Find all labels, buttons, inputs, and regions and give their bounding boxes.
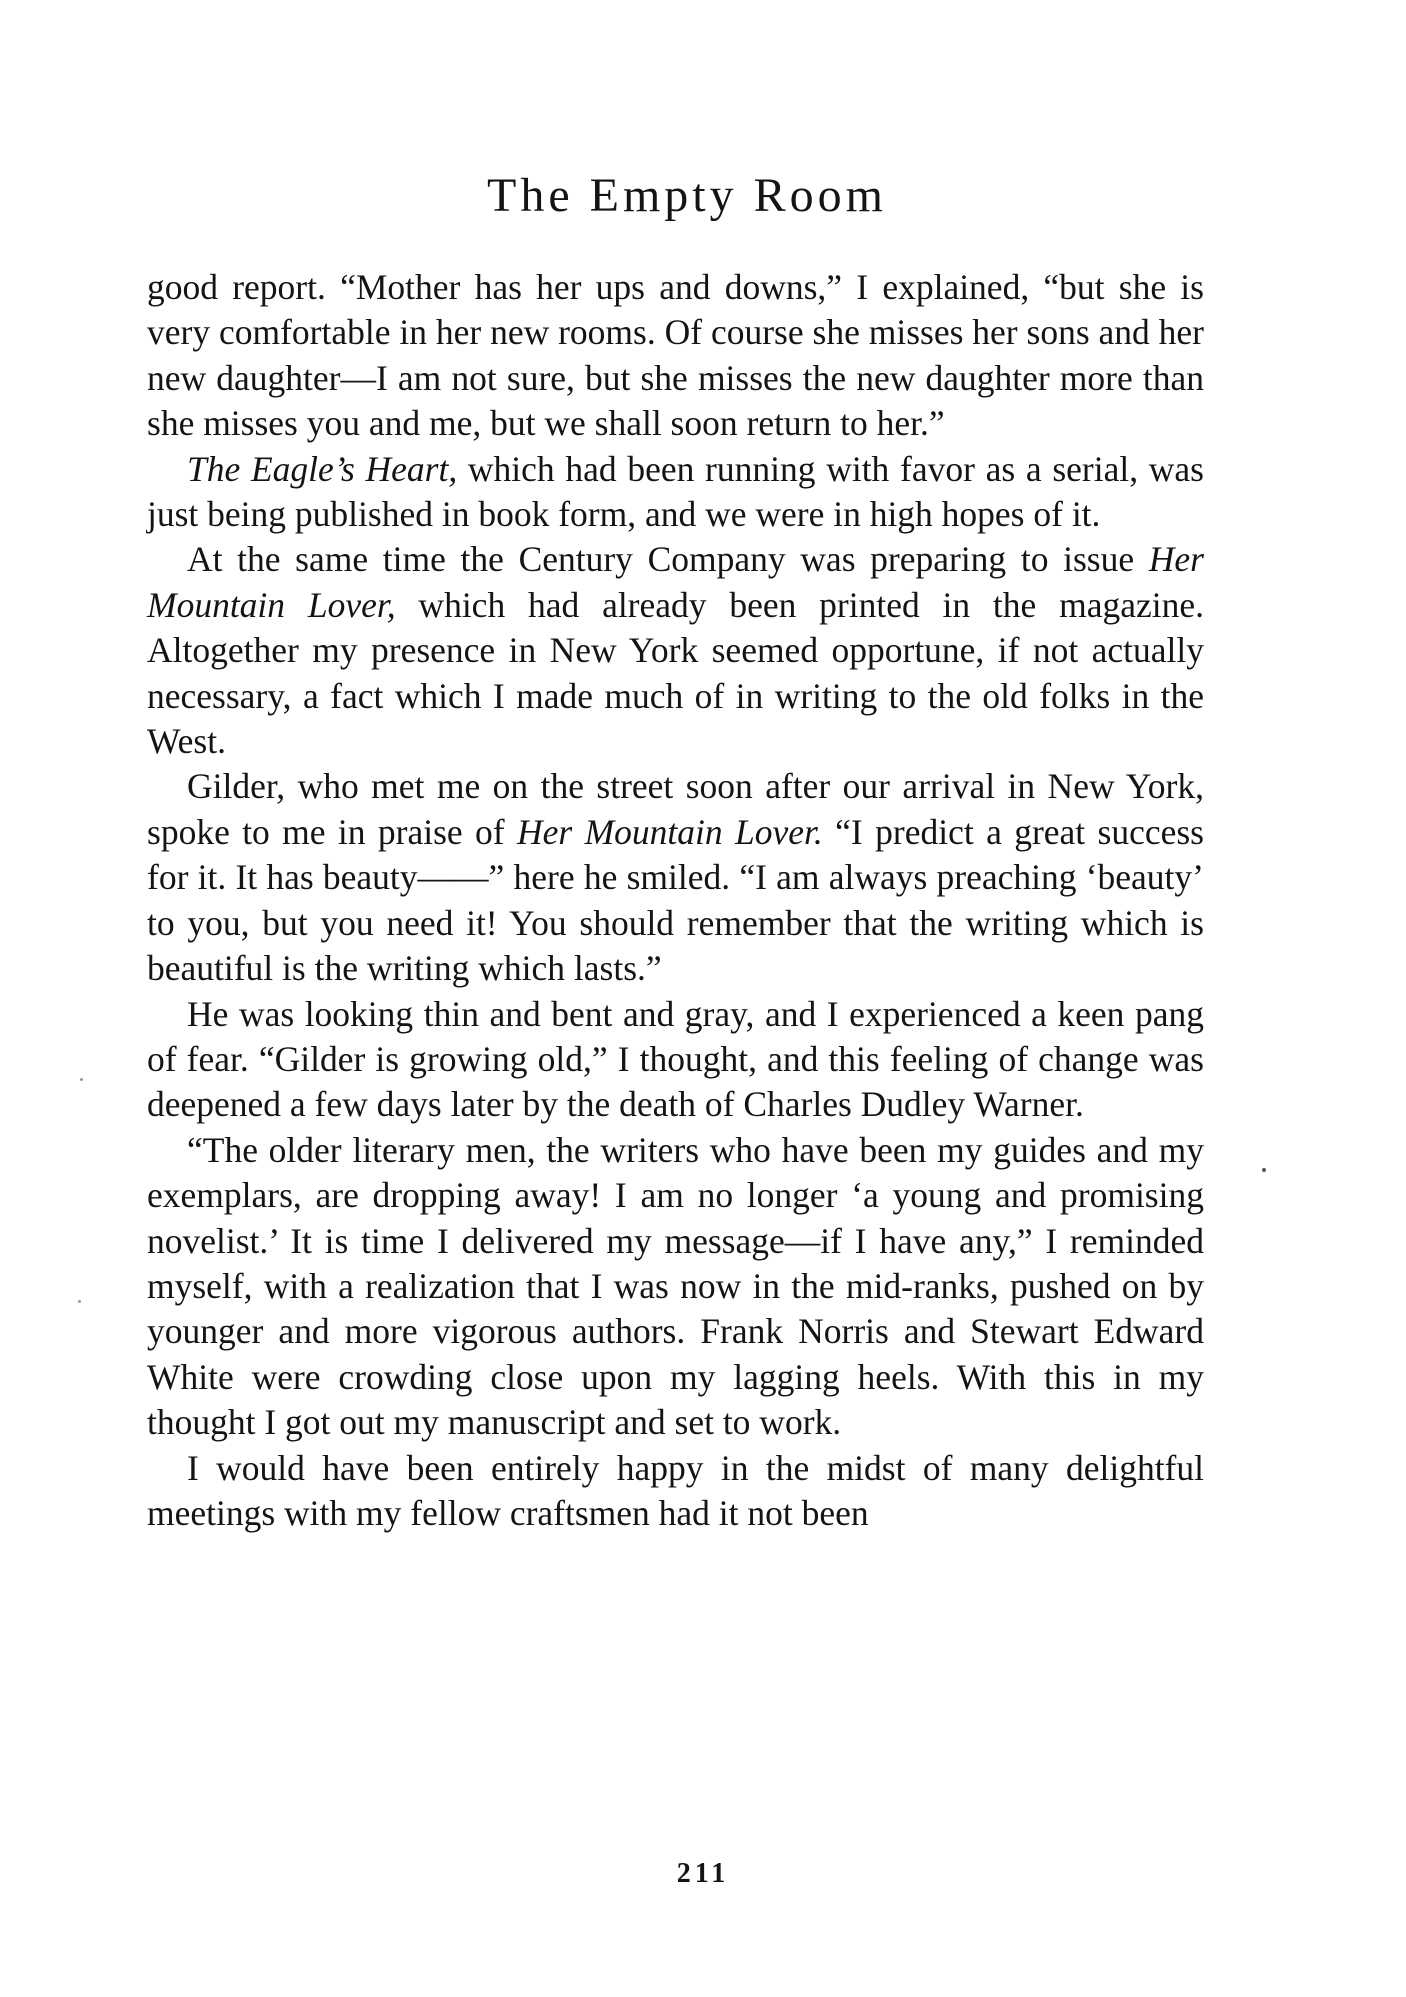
- text-run: good report. “Mother has her ups and downs,” I explained, “but she is very comfortable in her new rooms. Of course she misses her sons and her new daughter—I am not sure, but she misses the new daughter more than she misses you and me, but we shall soon return to her.”: [147, 267, 1204, 444]
- book-title: Her Mountain Lover,: [147, 539, 1204, 625]
- page-number: 211: [676, 1858, 730, 1889]
- text-run: “The older literary men, the writers who have been my guides and my exemplars, are dropping away! I am no longer ‘a young and promising novelist.’ It is time I delivered my message—if I have any,” I reminded myself, with a realization that I was now in the mid-ranks, pushed on by younger and more vigorous authors. Frank Norris and Stewart Edward White were crowding close upon my lagging heels. With this in my thought I got out my manuscript and set to work.: [147, 1129, 1204, 1443]
- paragraph: [147, 1446, 1204, 1537]
- book-title: Her Mountain Lover.: [517, 811, 823, 852]
- running-head: The Empty Room: [487, 169, 887, 222]
- paper-speck: [1262, 1168, 1266, 1172]
- text-run: “I predict a great success for it. It has beauty——” here he smiled. “I am always preaching ‘beauty’ to you, but you need it! You should remember that the writing which is beautiful is the writing which lasts.”: [147, 811, 1204, 989]
- book-title: The Eagle’s Heart,: [187, 448, 458, 489]
- paragraph: [147, 992, 1204, 1128]
- text-run: I would have been entirely happy in the midst of many delightful meetings with my fellow craftsmen had it not been: [147, 1447, 1204, 1533]
- paper-speck: [78, 1300, 81, 1303]
- body-text: [147, 265, 1204, 1536]
- paragraph: [147, 764, 1204, 991]
- paper-speck: [80, 1078, 83, 1081]
- text-run: which had already been printed in the magazine. Altogether my presence in New York seemed opportune, if not actually necessary, a fact which I made much of in writing to the old folks in the West.: [147, 584, 1204, 762]
- text-run: which had been running with favor as a serial, was just being published in book form, and we were in high hopes of it.: [147, 448, 1204, 535]
- paragraph: [147, 447, 1204, 538]
- paragraph: [147, 537, 1204, 764]
- text-run: Gilder, who met me on the street soon after our arrival in New York, spoke to me in praise of: [147, 766, 1204, 852]
- paragraph: [147, 1128, 1204, 1446]
- text-run: He was looking thin and bent and gray, and I experienced a keen pang of fear. “Gilder is growing old,” I thought, and this feeling of change was deepened a few days later by the death of Charles Dudley Warner.: [147, 993, 1204, 1125]
- paragraph: [147, 265, 1204, 447]
- text-run: At the same time the Century Company was preparing to issue: [187, 539, 1149, 580]
